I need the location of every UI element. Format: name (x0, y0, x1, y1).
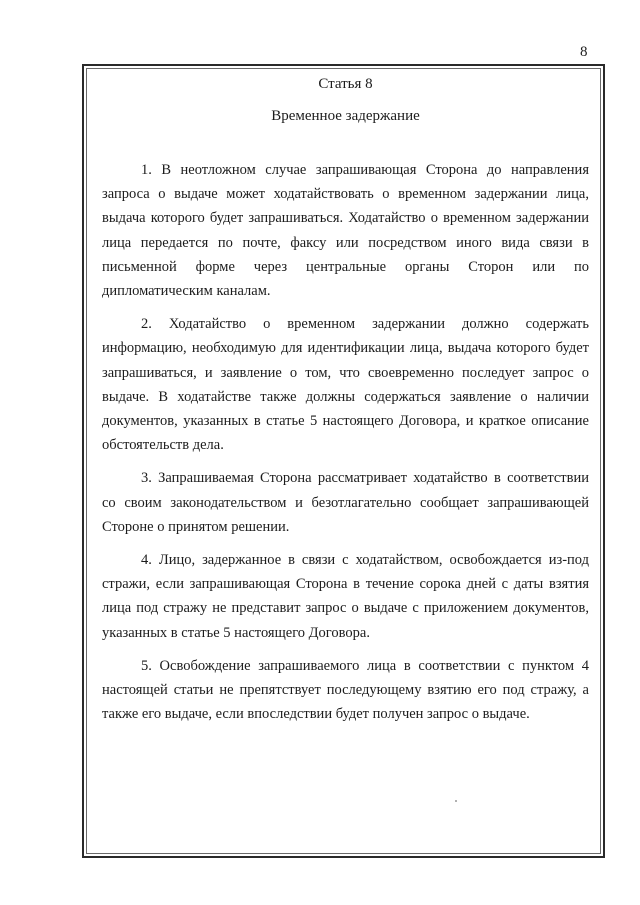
paragraph-3: 3. Запрашиваемая Сторона рассматривает ходатайство в соответствии со своим законодательством и безотлагательно сообщает запрашивающей Стороне о принятом решении. (102, 470, 589, 535)
article-paragraphs (102, 158, 589, 726)
article-title: Временное задержание (271, 108, 420, 124)
article-number: Статья 8 (318, 76, 373, 92)
paragraph-2: 2. Ходатайство о временном задержании должно содержать информацию, необходимую для идентификации лица, выдача которого будет запрашиваться, и заявление о том, что своевременно последует запрос о выдаче. В ходатайстве также должны содержаться заявление о наличии документов, указанных в статье 5 настоящего Договора, и краткое описание обстоятельств дела. (102, 316, 589, 454)
scan-speck (455, 800, 457, 802)
paragraph-5: 5. Освобождение запрашиваемого лица в соответствии с пунктом 4 настоящей статьи не препятствует последующему взятию его под стражу, а также его выдаче, если впоследствии будет получен запрос о выдаче. (102, 657, 589, 723)
page-number: 8 (580, 44, 588, 60)
paragraph-1: 1. В неотложном случае запрашивающая Сторона до направления запроса о выдаче может ходатайствовать о временном задержании лица, выдача которого будет запрашиваться. Ходатайство о временном задержании лица передается по почте, факсу или посредством иного вида связи в письменной форме через центральные органы Сторон или по дипломатическим каналам. (102, 162, 589, 300)
paragraph-4: 4. Лицо, задержанное в связи с ходатайством, освобождается из-под стражи, если запрашивающая Сторона в течение сорока дней с даты взятия лица под стражу не представит запрос о выдаче с приложением документов, указанных в статье 5 настоящего Договора. (102, 552, 589, 641)
document-body (102, 70, 589, 735)
